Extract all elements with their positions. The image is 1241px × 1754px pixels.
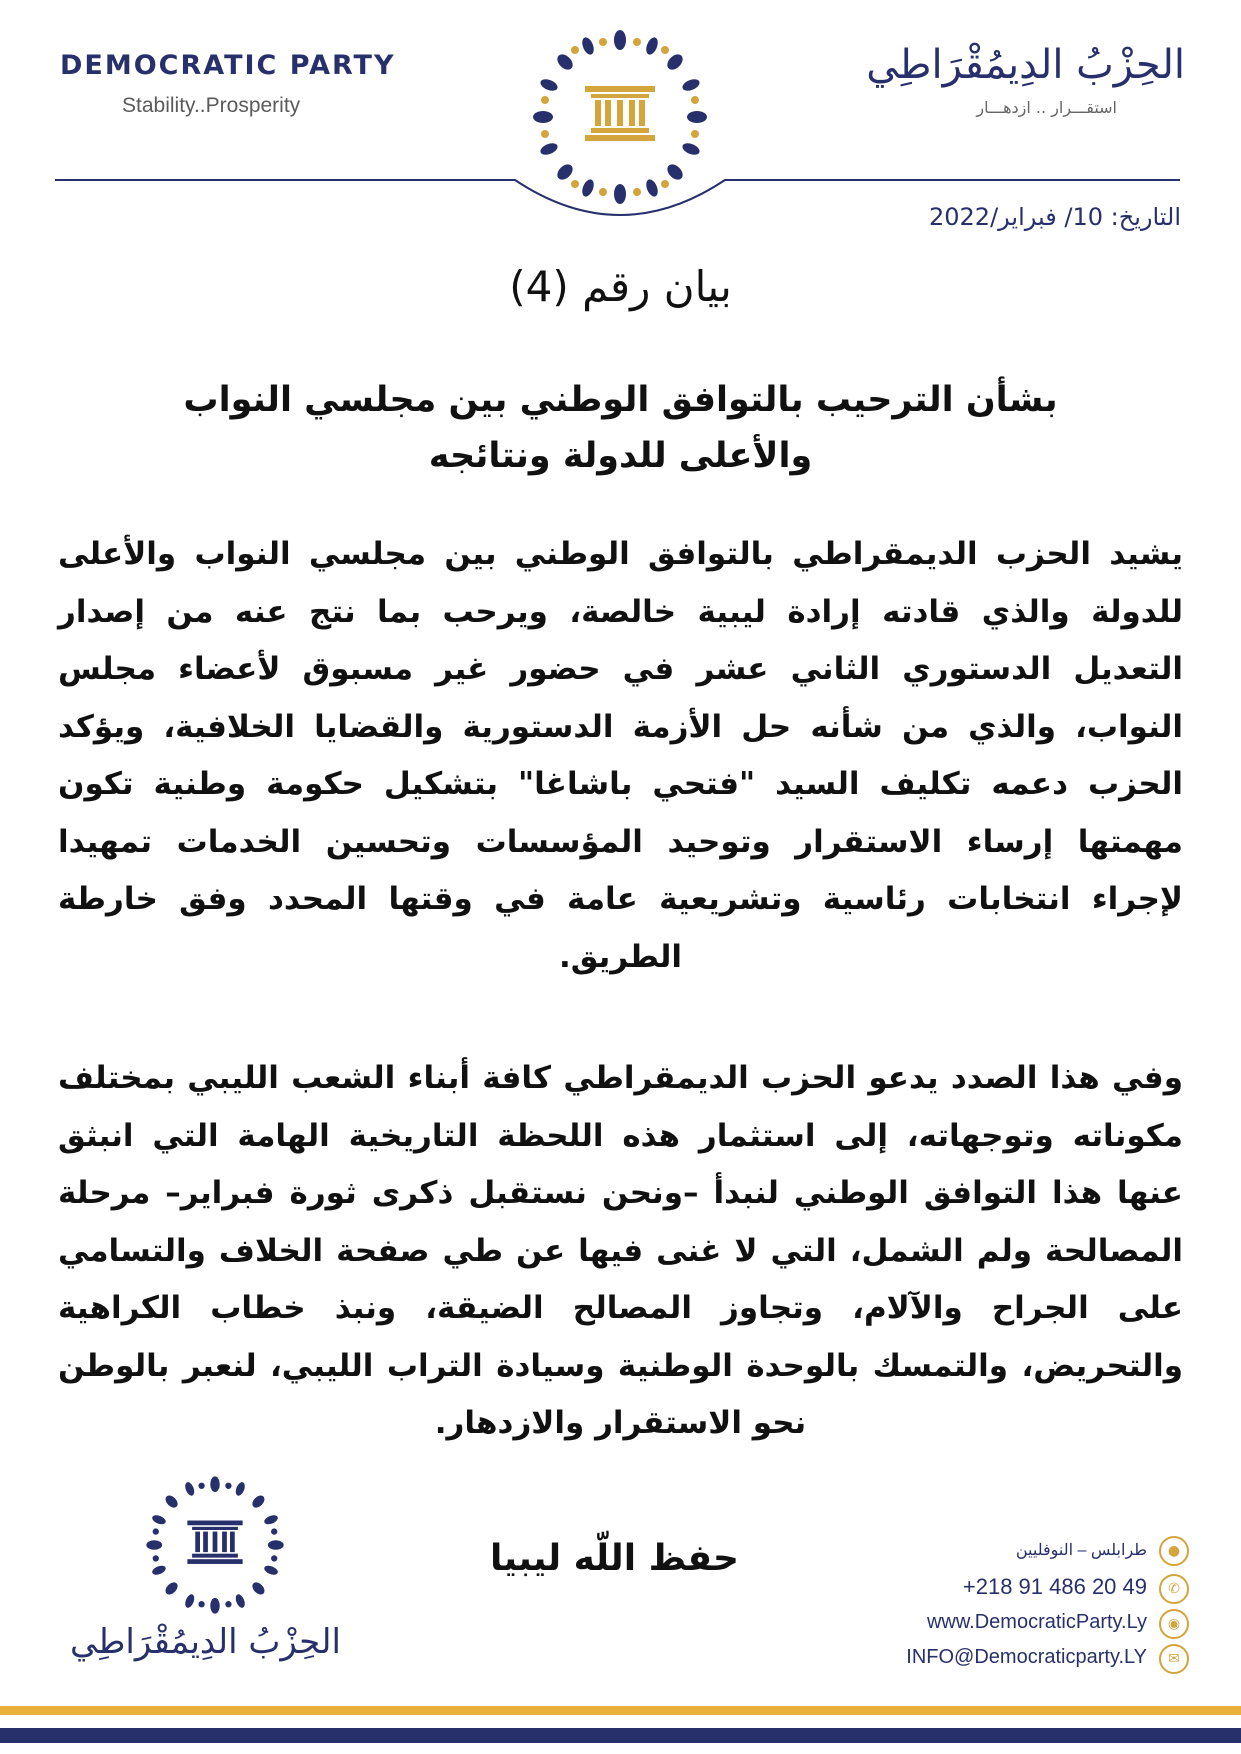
party-tagline-arabic: استقـــرار .. ازدهـــار	[976, 98, 1117, 117]
document-date: التاريخ: 10/ فبراير/2022	[929, 203, 1181, 231]
website-link[interactable]: www.DemocraticParty.Ly	[926, 1611, 1147, 1633]
statement-paragraph-1: يشيد الحزب الديمقراطي بالتوافق الوطني بين مجلسي النواب والأعلى للدولة والذي قادته إرادة ليبية خالصة، ويرحب بما نتج عنه من إصدار التعديل الدستوري الثاني عشر في حضور غير مسبوق لأعضاء مجلس النواب، والذي من شأنه حل الأزمة الدستورية والقضايا الخلافية، ويؤكد الحزب دعمه تكليف السيد "فتحي باشاغا" بتشكيل حكومة وطنية تكون مهمتها إرساء الاستقرار وتوحيد المؤسسات وتحسين الخدمات تمهيدا لإجراء انتخابات رئاسية وتشريعية عامة في وقتها المحدد وفق خارطة الطريق.	[58, 536, 1183, 975]
email-link[interactable]: INFO@Democraticparty.LY	[906, 1646, 1147, 1668]
location-pin-icon: ●	[1159, 1536, 1189, 1566]
footer-navy-stripe	[0, 1728, 1241, 1743]
globe-icon: ◉	[1159, 1609, 1189, 1639]
statement-title: بيان رقم (4)	[509, 262, 732, 311]
closing-phrase: حفظ اللّه ليبيا	[490, 1538, 739, 1579]
phone-text: +218 91 486 20 49	[962, 1574, 1147, 1599]
address-text: طرابلس – النوفليين	[1015, 1542, 1147, 1559]
party-tagline-english: Stability..Prosperity	[122, 94, 301, 117]
party-logo-emblem	[525, 22, 715, 212]
footer-logo-emblem	[140, 1470, 290, 1620]
pillar-building-icon	[187, 1521, 242, 1564]
party-name-english: DEMOCRATIC PARTY	[60, 50, 396, 81]
statement-paragraph-2: وفي هذا الصدد يدعو الحزب الديمقراطي كافة أبناء الشعب الليبي بمختلف مكوناته وتوجهاته، إلى استثمار هذه اللحظة التاريخية الهامة التي انبثق عنها هذا التوافق الوطني لنبدأ –ونحن نستقبل ذكرى ثورة فبراير– مرحلة المصالحة ولم الشمل، التي لا غنى فيها عن طي صفحة الخلاف والتسامي على الجراح والآلام، وتجاوز المصالح الضيقة، ونبذ خطاب الكراهية والتحريض، والتمسك بالوحدة الوطنية وسيادة التراب الليبي، لنعبر بالوطن نحو الاستقرار والازدهار.	[58, 1060, 1183, 1441]
phone-icon: ✆	[1159, 1574, 1189, 1604]
footer-gold-stripe	[0, 1706, 1241, 1715]
contact-email	[849, 1644, 1189, 1674]
contact-address	[849, 1536, 1189, 1566]
statement-subject: بشأن الترحيب بالتوافق الوطني بين مجلسي النواب والأعلى للدولة ونتائجه	[183, 380, 1058, 476]
pillar-building-icon	[585, 86, 655, 141]
envelope-icon: ✉	[1159, 1644, 1189, 1674]
footer-party-name-arabic: الحِزْبُ الدِيمُقْرَاطِي	[70, 1622, 341, 1662]
contact-phone	[849, 1574, 1189, 1604]
contact-website	[849, 1609, 1189, 1639]
party-name-arabic: الحِزْبُ الدِيمُقْرَاطِي	[866, 42, 1185, 88]
